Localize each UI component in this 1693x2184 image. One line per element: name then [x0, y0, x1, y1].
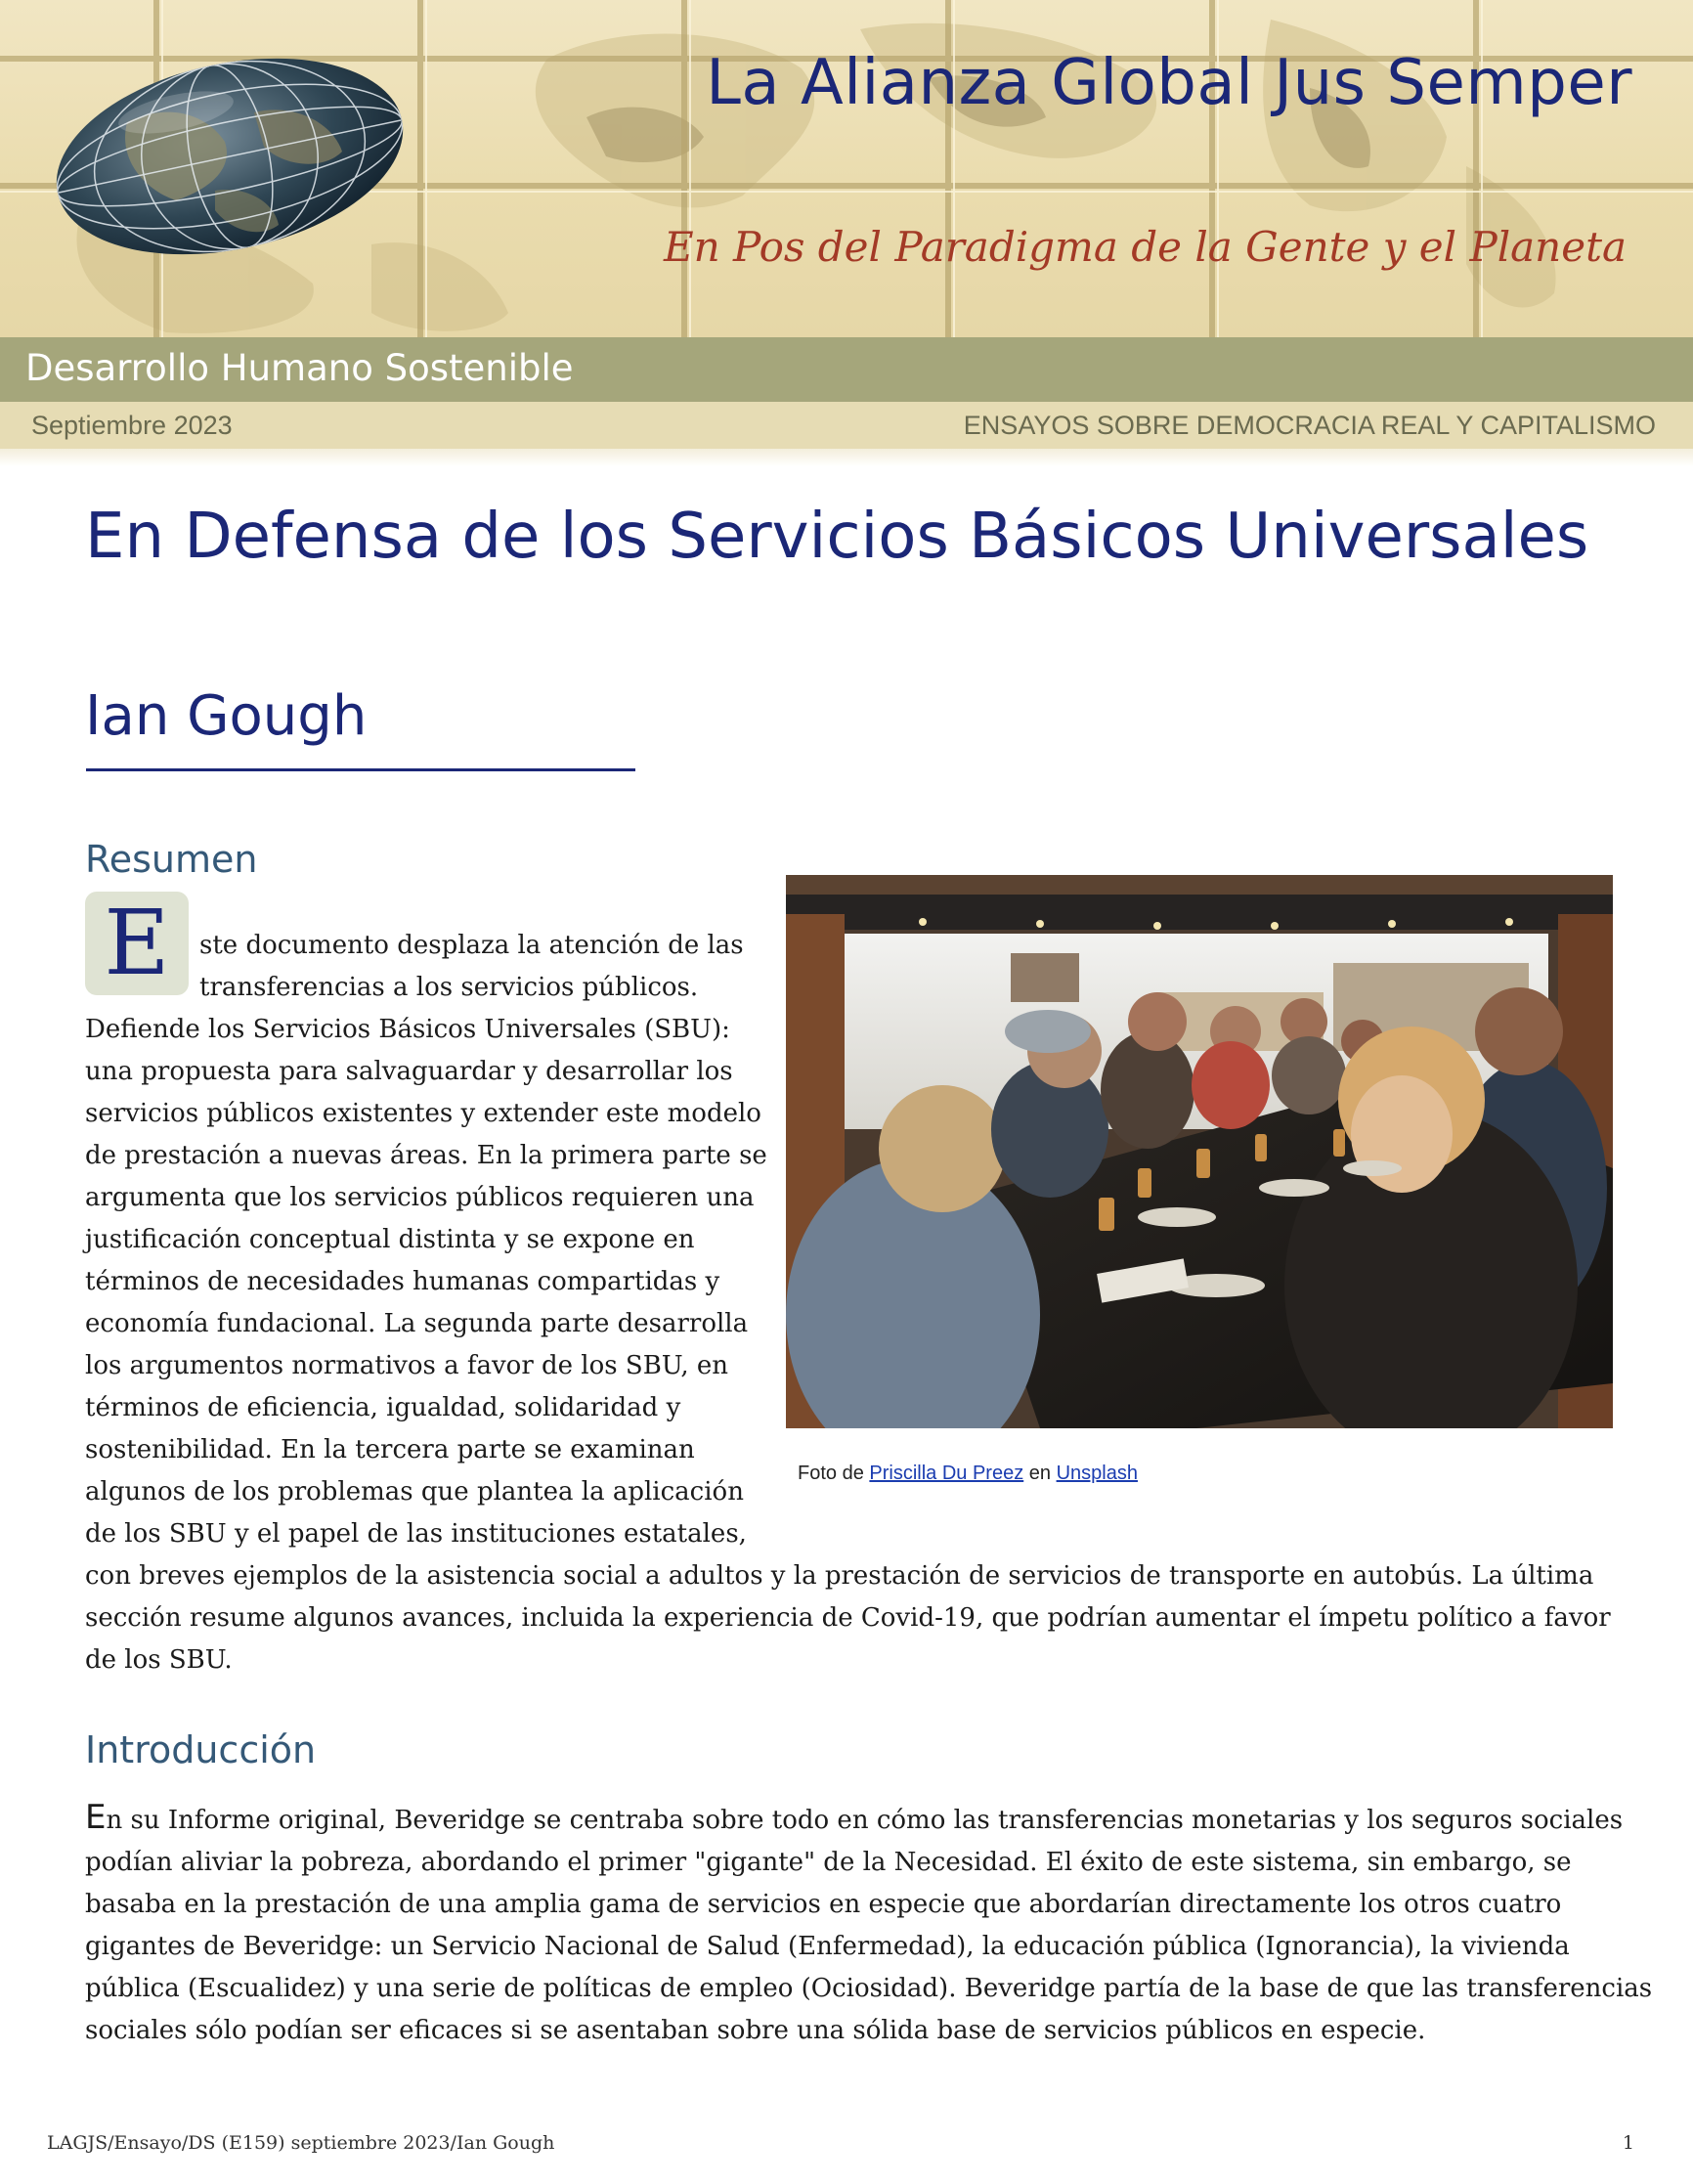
caption-mid: en	[1023, 1463, 1057, 1484]
photo-caption	[798, 1463, 1138, 1485]
meta-bar	[0, 402, 1693, 449]
abstract-line: sección resume algunos avances, incluida la experiencia de Covid-19, que podrían aumentar el ímpetu político a favor	[85, 1603, 1611, 1633]
intro-heading: Introducción	[85, 1728, 317, 1771]
restaurant-photo	[786, 875, 1613, 1428]
site-title: La Alianza Global Jus Semper	[706, 47, 1632, 119]
abstract-line: de prestación a nuevas áreas. En la primera parte se	[85, 1141, 767, 1170]
abstract-line: una propuesta para salvaguardar y desarrollar los	[85, 1057, 733, 1086]
unsplash-link[interactable]: Unsplash	[1056, 1463, 1138, 1484]
intro-line-text: n su Informe original, Beveridge se centraba sobre todo en cómo las transferencias monetarias y los seguros sociales	[106, 1806, 1624, 1835]
abstract-line: de los SBU y el papel de las instituciones estatales,	[85, 1519, 747, 1549]
photographer-link[interactable]: Priscilla Du Preez	[869, 1463, 1024, 1484]
section-bar	[0, 337, 1693, 402]
drop-cap: E	[85, 892, 189, 995]
publication-date: Septiembre 2023	[31, 411, 233, 440]
abstract-line: servicios públicos existentes y extender este modelo	[85, 1099, 761, 1128]
intro-line: podían aliviar la pobreza, abordando el primer "gigante" de la Necesidad. El éxito de este sistema, sin embargo, se	[85, 1848, 1572, 1877]
author-underline	[86, 768, 635, 771]
author-name: Ian Gough	[85, 684, 368, 748]
abstract-line: los argumentos normativos a favor de los SBU, en	[85, 1351, 728, 1380]
page-number: 1	[1622, 2132, 1634, 2154]
photo-illustration	[786, 875, 1613, 1428]
globe-icon	[39, 54, 420, 259]
abstract-lead	[199, 925, 744, 1009]
intro-line: sociales sólo podían ser eficaces si se asentaban sobre una sólida base de servicios públicos en especie.	[85, 2016, 1426, 2045]
intro-line: pública (Escualidez) y una serie de políticas de empleo (Ociosidad). Beveridge partía de la base de que las transferencias	[85, 1974, 1653, 2003]
header-divider	[0, 449, 1693, 466]
abstract-line: términos de eficiencia, igualdad, solidaridad y	[85, 1393, 681, 1422]
intro-line: gigantes de Beveridge: un Servicio Nacional de Salud (Enfermedad), la educación pública (Ignorancia), la vivienda	[85, 1932, 1570, 1961]
abstract-line: transferencias a los servicios públicos.	[199, 973, 699, 1002]
intro-line	[85, 1797, 1652, 1842]
section-label: Desarrollo Humano Sostenible	[25, 347, 574, 389]
intro-body	[85, 1797, 1652, 2052]
intro-first-letter: E	[85, 1798, 107, 1837]
abstract-line: términos de necesidades humanas compartidas y	[85, 1267, 720, 1296]
header-banner	[0, 0, 1693, 337]
series-label: ENSAYOS SOBRE DEMOCRACIA REAL Y CAPITALISMO	[963, 411, 1656, 440]
abstract-line: argumenta que los servicios públicos requieren una	[85, 1183, 755, 1212]
abstract-line: algunos de los problemas que plantea la aplicación	[85, 1477, 744, 1507]
site-tagline: En Pos del Paradigma de la Gente y el Planeta	[663, 223, 1627, 271]
footer-reference: LAGJS/Ensayo/DS (E159) septiembre 2023/Ian Gough	[47, 2132, 555, 2154]
caption-prefix: Foto de	[798, 1463, 870, 1484]
abstract-line: justificación conceptual distinta y se expone en	[85, 1225, 695, 1254]
intro-line: basaba en la prestación de una amplia gama de servicios en especie que abordarían directamente los otros cuatro	[85, 1890, 1562, 1919]
abstract-line: Defiende los Servicios Básicos Universales (SBU):	[85, 1015, 730, 1044]
abstract-line: sostenibilidad. En la tercera parte se examinan	[85, 1435, 695, 1464]
abstract-line: con breves ejemplos de la asistencia social a adultos y la prestación de servicios de transporte en autobús. La última	[85, 1561, 1594, 1591]
abstract-line: ste documento desplaza la atención de las	[199, 931, 744, 960]
abstract-heading: Resumen	[85, 838, 258, 881]
abstract-line: economía fundacional. La segunda parte desarrolla	[85, 1309, 749, 1338]
article-title: En Defensa de los Servicios Básicos Universales	[85, 501, 1589, 573]
abstract-line: de los SBU.	[85, 1645, 233, 1675]
